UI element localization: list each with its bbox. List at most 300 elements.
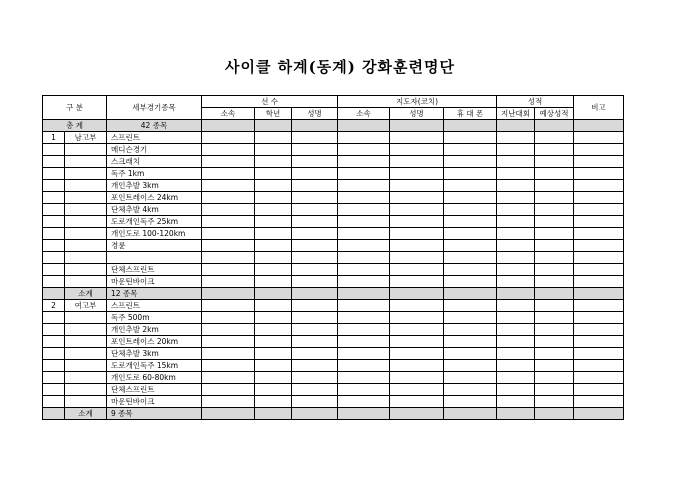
- table-row: [43, 156, 624, 168]
- section-name: 남고부: [65, 132, 107, 144]
- section-name: [65, 252, 107, 264]
- empty-cell: [338, 252, 390, 264]
- empty-cell: [444, 336, 497, 348]
- empty-cell: [535, 264, 574, 276]
- empty-cell: [497, 228, 535, 240]
- table-row: [43, 216, 624, 228]
- empty-cell: [574, 240, 624, 252]
- empty-cell: [535, 360, 574, 372]
- empty-cell: [444, 276, 497, 288]
- event-cell: [107, 252, 202, 264]
- empty-cell: [202, 408, 255, 420]
- empty-cell: [292, 264, 338, 276]
- empty-cell: [390, 372, 444, 384]
- empty-cell: [292, 276, 338, 288]
- empty-cell: [255, 300, 292, 312]
- event-cell: 마운틴바이크: [107, 276, 202, 288]
- empty-cell: [574, 396, 624, 408]
- empty-cell: [535, 288, 574, 300]
- empty-cell: [535, 408, 574, 420]
- empty-cell: [535, 144, 574, 156]
- event-cell: 개인추발 2km: [107, 324, 202, 336]
- empty-cell: [574, 324, 624, 336]
- section-number: [43, 144, 65, 156]
- empty-cell: [444, 156, 497, 168]
- empty-cell: [444, 300, 497, 312]
- section-number: [43, 156, 65, 168]
- empty-cell: [255, 216, 292, 228]
- table-row: [43, 372, 624, 384]
- empty-cell: [338, 228, 390, 240]
- empty-cell: [255, 264, 292, 276]
- empty-cell: [292, 132, 338, 144]
- empty-cell: [338, 204, 390, 216]
- empty-cell: [338, 408, 390, 420]
- section-name: [65, 168, 107, 180]
- empty-cell: [202, 168, 255, 180]
- section-number: [43, 240, 65, 252]
- empty-cell: [444, 288, 497, 300]
- empty-cell: [444, 204, 497, 216]
- section-name: [65, 180, 107, 192]
- section-number: [43, 324, 65, 336]
- empty-cell: [202, 276, 255, 288]
- empty-cell: [338, 132, 390, 144]
- empty-cell: [292, 384, 338, 396]
- empty-cell: [292, 228, 338, 240]
- empty-cell: [202, 228, 255, 240]
- empty-cell: [497, 348, 535, 360]
- empty-cell: [390, 132, 444, 144]
- section-number: [43, 168, 65, 180]
- empty-cell: [292, 180, 338, 192]
- empty-cell: [255, 144, 292, 156]
- empty-cell: [202, 300, 255, 312]
- subtotal-value: 12 종목: [107, 288, 202, 300]
- empty-cell: [574, 264, 624, 276]
- empty-cell: [574, 216, 624, 228]
- section-number: [43, 384, 65, 396]
- subtotal-row: [43, 288, 624, 300]
- empty-cell: [574, 276, 624, 288]
- empty-cell: [444, 264, 497, 276]
- table-row: [43, 168, 624, 180]
- event-cell: 메디슨경기: [107, 144, 202, 156]
- subtotal-value: 9 종목: [107, 408, 202, 420]
- empty-cell: [574, 300, 624, 312]
- table-row: [43, 336, 624, 348]
- empty-cell: [574, 384, 624, 396]
- table-row: [43, 192, 624, 204]
- event-cell: 독주 500m: [107, 312, 202, 324]
- empty-cell: [497, 180, 535, 192]
- section-number: [43, 204, 65, 216]
- empty-cell: [574, 228, 624, 240]
- empty-cell: [574, 204, 624, 216]
- empty-cell: [497, 336, 535, 348]
- empty-cell: [390, 312, 444, 324]
- section-name: [65, 144, 107, 156]
- empty-cell: [292, 312, 338, 324]
- section-name: [65, 360, 107, 372]
- empty-cell: [255, 336, 292, 348]
- empty-cell: [338, 192, 390, 204]
- empty-cell: [255, 192, 292, 204]
- empty-cell: [574, 252, 624, 264]
- table-row: [43, 276, 624, 288]
- empty-cell: [292, 144, 338, 156]
- header-record-last: 지난대회: [497, 108, 535, 120]
- empty-cell: [535, 216, 574, 228]
- empty-cell: [574, 288, 624, 300]
- table-row: [43, 384, 624, 396]
- event-cell: 개인도로 60-80km: [107, 372, 202, 384]
- empty-cell: [574, 360, 624, 372]
- empty-cell: [497, 132, 535, 144]
- section-number: [43, 336, 65, 348]
- empty-cell: [202, 240, 255, 252]
- empty-cell: [292, 324, 338, 336]
- empty-cell: [338, 144, 390, 156]
- empty-cell: [255, 204, 292, 216]
- empty-cell: [255, 372, 292, 384]
- empty-cell: [338, 336, 390, 348]
- empty-cell: [444, 396, 497, 408]
- empty-cell: [292, 204, 338, 216]
- header-coach-affil: 소속: [338, 108, 390, 120]
- empty-cell: [202, 324, 255, 336]
- subtotal-row: [43, 408, 624, 420]
- empty-cell: [390, 336, 444, 348]
- section-name: [65, 156, 107, 168]
- section-number: [43, 312, 65, 324]
- empty-cell: [444, 348, 497, 360]
- empty-cell: [574, 132, 624, 144]
- empty-cell: [390, 216, 444, 228]
- empty-cell: [535, 336, 574, 348]
- empty-cell: [202, 132, 255, 144]
- table-row: [43, 348, 624, 360]
- empty-cell: [338, 324, 390, 336]
- section-number: [43, 192, 65, 204]
- empty-cell: [255, 228, 292, 240]
- table-row: [43, 180, 624, 192]
- section-number: [43, 264, 65, 276]
- empty-cell: [535, 240, 574, 252]
- section-number: [43, 180, 65, 192]
- empty-cell: [497, 288, 535, 300]
- total-value: 42 종목: [107, 120, 202, 132]
- empty-cell: [255, 180, 292, 192]
- event-cell: 단체추발 3km: [107, 348, 202, 360]
- empty-cell: [444, 372, 497, 384]
- empty-cell: [338, 384, 390, 396]
- empty-cell: [338, 216, 390, 228]
- empty-cell: [255, 324, 292, 336]
- empty-cell: [43, 408, 65, 420]
- section-name: [65, 192, 107, 204]
- section-number: [43, 396, 65, 408]
- empty-cell: [444, 144, 497, 156]
- total-label: 총 계: [43, 120, 107, 132]
- empty-cell: [202, 264, 255, 276]
- empty-cell: [338, 288, 390, 300]
- empty-cell: [338, 372, 390, 384]
- section-name: [65, 240, 107, 252]
- empty-cell: [444, 408, 497, 420]
- table-row: [43, 144, 624, 156]
- empty-cell: [497, 264, 535, 276]
- empty-cell: [338, 180, 390, 192]
- empty-cell: [292, 336, 338, 348]
- empty-cell: [497, 192, 535, 204]
- empty-cell: [535, 204, 574, 216]
- empty-cell: [202, 384, 255, 396]
- empty-cell: [497, 300, 535, 312]
- section-name: [65, 384, 107, 396]
- event-cell: 단체스프린트: [107, 384, 202, 396]
- empty-cell: [574, 312, 624, 324]
- empty-cell: [292, 408, 338, 420]
- empty-cell: [202, 156, 255, 168]
- section-name: [65, 312, 107, 324]
- empty-cell: [292, 156, 338, 168]
- empty-cell: [444, 240, 497, 252]
- empty-cell: [255, 252, 292, 264]
- empty-cell: [390, 396, 444, 408]
- empty-cell: [390, 180, 444, 192]
- section-name: [65, 204, 107, 216]
- empty-cell: [535, 132, 574, 144]
- table-row: [43, 324, 624, 336]
- empty-cell: [338, 300, 390, 312]
- section-name: [65, 348, 107, 360]
- empty-cell: [390, 384, 444, 396]
- table-row: [43, 228, 624, 240]
- empty-cell: [390, 240, 444, 252]
- table-row: [43, 360, 624, 372]
- empty-cell: [255, 348, 292, 360]
- empty-cell: [444, 384, 497, 396]
- empty-cell: [444, 252, 497, 264]
- section-number: 2: [43, 300, 65, 312]
- empty-cell: [390, 156, 444, 168]
- empty-cell: [292, 168, 338, 180]
- header-coach-name: 성명: [390, 108, 444, 120]
- empty-cell: [292, 372, 338, 384]
- empty-cell: [497, 360, 535, 372]
- header-row-1: [43, 96, 624, 108]
- empty-cell: [202, 252, 255, 264]
- empty-cell: [444, 228, 497, 240]
- header-record-expect: 예상성적: [535, 108, 574, 120]
- empty-cell: [338, 396, 390, 408]
- empty-cell: [390, 204, 444, 216]
- empty-cell: [535, 372, 574, 384]
- empty-cell: [444, 192, 497, 204]
- empty-cell: [444, 312, 497, 324]
- empty-cell: [444, 180, 497, 192]
- empty-cell: [390, 264, 444, 276]
- empty-cell: [255, 288, 292, 300]
- empty-cell: [292, 240, 338, 252]
- empty-cell: [390, 348, 444, 360]
- section-number: [43, 216, 65, 228]
- empty-cell: [390, 360, 444, 372]
- empty-cell: [255, 312, 292, 324]
- empty-cell: [574, 372, 624, 384]
- empty-cell: [497, 156, 535, 168]
- header-player-affil: 소속: [202, 108, 255, 120]
- section-number: [43, 228, 65, 240]
- header-player-name: 성명: [292, 108, 338, 120]
- event-cell: 개인추발 3km: [107, 180, 202, 192]
- empty-cell: [497, 324, 535, 336]
- empty-cell: [43, 288, 65, 300]
- empty-cell: [497, 144, 535, 156]
- roster-table: [42, 95, 624, 420]
- empty-cell: [574, 348, 624, 360]
- event-cell: 도로개인독주 25km: [107, 216, 202, 228]
- empty-cell: [338, 348, 390, 360]
- empty-cell: [255, 408, 292, 420]
- empty-cell: [574, 156, 624, 168]
- header-coach: 지도자(코치): [338, 96, 497, 108]
- table-row: [43, 264, 624, 276]
- empty-cell: [255, 360, 292, 372]
- section-number: [43, 276, 65, 288]
- event-cell: 경륜: [107, 240, 202, 252]
- subtotal-label: 소계: [65, 408, 107, 420]
- section-name: 여고부: [65, 300, 107, 312]
- section-number: [43, 252, 65, 264]
- header-player: 선 수: [202, 96, 338, 108]
- empty-cell: [535, 384, 574, 396]
- table-row: [43, 396, 624, 408]
- empty-cell: [574, 192, 624, 204]
- table-row: [43, 240, 624, 252]
- subtotal-label: 소계: [65, 288, 107, 300]
- empty-cell: [574, 408, 624, 420]
- table-row: [43, 312, 624, 324]
- section-name: [65, 396, 107, 408]
- event-cell: 스크래치: [107, 156, 202, 168]
- empty-cell: [497, 276, 535, 288]
- empty-cell: [292, 360, 338, 372]
- empty-cell: [390, 276, 444, 288]
- empty-cell: [497, 252, 535, 264]
- event-cell: 단체스프린트: [107, 264, 202, 276]
- empty-cell: [574, 168, 624, 180]
- section-name: [65, 324, 107, 336]
- section-name: [65, 264, 107, 276]
- empty-cell: [202, 144, 255, 156]
- document-title: 사이클 하계(동계) 강화훈련명단: [224, 58, 455, 76]
- empty-cell: [202, 360, 255, 372]
- empty-cell: [390, 408, 444, 420]
- empty-cell: [535, 324, 574, 336]
- table-row: [43, 252, 624, 264]
- empty-cell: [255, 384, 292, 396]
- empty-cell: [292, 396, 338, 408]
- section-name: [65, 336, 107, 348]
- empty-cell: [497, 372, 535, 384]
- table-row: [43, 300, 624, 312]
- empty-cell: [292, 252, 338, 264]
- empty-cell: [535, 168, 574, 180]
- empty-cell: [255, 132, 292, 144]
- empty-cell: [574, 180, 624, 192]
- empty-cell: [535, 192, 574, 204]
- table-row: [43, 132, 624, 144]
- empty-cell: [390, 228, 444, 240]
- empty-cell: [497, 396, 535, 408]
- empty-cell: [338, 240, 390, 252]
- empty-cell: [390, 252, 444, 264]
- empty-cell: [535, 228, 574, 240]
- empty-cell: [390, 192, 444, 204]
- empty-cell: [535, 300, 574, 312]
- empty-cell: [338, 156, 390, 168]
- header-player-grade: 학년: [255, 108, 292, 120]
- table-row: [43, 204, 624, 216]
- header-record: 성적: [497, 96, 574, 108]
- header-group: 구 분: [43, 96, 107, 120]
- empty-cell: [255, 240, 292, 252]
- empty-cell: [338, 360, 390, 372]
- header-coach-phone: 휴 대 폰: [444, 108, 497, 120]
- empty-cell: [202, 372, 255, 384]
- empty-cell: [338, 276, 390, 288]
- empty-cell: [535, 312, 574, 324]
- empty-cell: [497, 240, 535, 252]
- empty-cell: [292, 288, 338, 300]
- empty-cell: [338, 312, 390, 324]
- empty-cell: [390, 324, 444, 336]
- empty-cell: [574, 336, 624, 348]
- section-number: [43, 348, 65, 360]
- empty-cell: [338, 168, 390, 180]
- empty-cell: [574, 144, 624, 156]
- empty-cell: [292, 300, 338, 312]
- empty-cell: [497, 408, 535, 420]
- empty-cell: [255, 276, 292, 288]
- event-cell: 포인트레이스 24km: [107, 192, 202, 204]
- empty-cell: [497, 168, 535, 180]
- section-number: 1: [43, 132, 65, 144]
- empty-cell: [255, 156, 292, 168]
- event-cell: 마운틴바이크: [107, 396, 202, 408]
- section-number: [43, 372, 65, 384]
- event-cell: 포인트레이스 20km: [107, 336, 202, 348]
- section-number: [43, 360, 65, 372]
- empty-cell: [202, 204, 255, 216]
- empty-cell: [202, 312, 255, 324]
- event-cell: 도로개인독주 15km: [107, 360, 202, 372]
- event-cell: 스프린트: [107, 300, 202, 312]
- section-name: [65, 216, 107, 228]
- empty-cell: [444, 132, 497, 144]
- empty-cell: [444, 324, 497, 336]
- empty-cell: [255, 396, 292, 408]
- event-cell: 독주 1km: [107, 168, 202, 180]
- empty-cell: [292, 348, 338, 360]
- empty-cell: [202, 348, 255, 360]
- section-name: [65, 228, 107, 240]
- empty-cell: [497, 312, 535, 324]
- empty-cell: [444, 216, 497, 228]
- empty-cell: [338, 264, 390, 276]
